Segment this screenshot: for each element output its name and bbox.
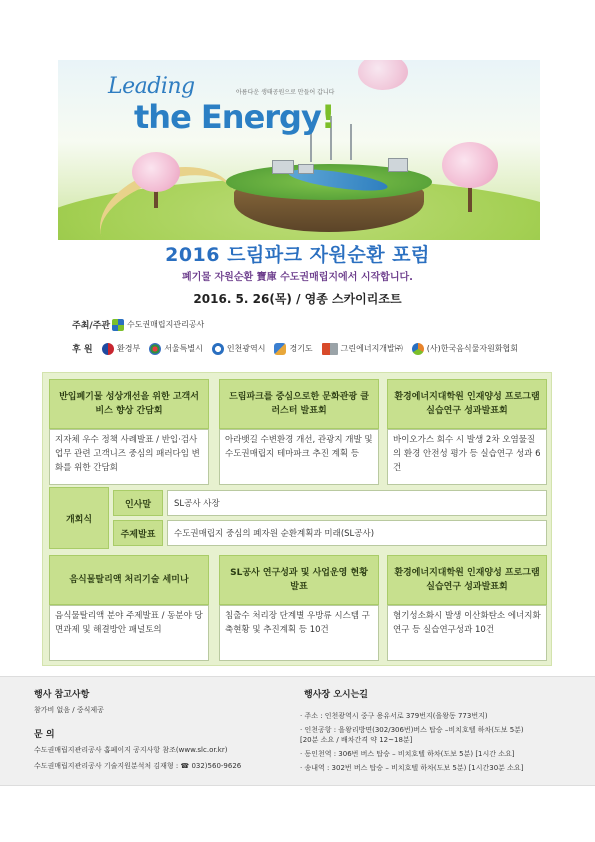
hero-banner bbox=[58, 60, 540, 240]
program-panel bbox=[42, 372, 552, 666]
opening-row-label: 주제발표 bbox=[113, 520, 163, 546]
session-body: 지자체 우수 정책 사례발표 / 반입·검사업무 관련 고객니즈 중심의 패러다임 변화를 위한 간담회 bbox=[49, 429, 209, 485]
contact-homepage: 수도권매립지관리공사 홈페이지 공지사항 참조(www.slc.or.kr) bbox=[34, 746, 228, 754]
logo-tagline: 아름다운 생태공원으로 만들어 갑니다 bbox=[236, 89, 335, 96]
food-assoc-logo-icon bbox=[412, 343, 424, 355]
gyeonggi-logo-icon bbox=[274, 343, 286, 355]
seoul-logo-icon bbox=[149, 343, 161, 355]
sponsor-green-energy: 그린에너지개발㈜ bbox=[322, 343, 403, 355]
cherry-tree-top bbox=[358, 60, 408, 90]
directions-title: 행사장 오시는길 bbox=[304, 690, 368, 700]
sponsor-gyeonggi: 경기도 bbox=[274, 343, 312, 355]
notes-text: 참가비 없음 / 중식제공 bbox=[34, 706, 104, 714]
directions-line: · 인천공항 : 을왕리방면(302/306번)버스 탑승 –비치호텔 하차(도보 5분) bbox=[300, 726, 524, 734]
session-title: 환경에너지대학원 인재양성 프로그램 실습연구 성과발표회 bbox=[387, 379, 547, 429]
session-title: SL공사 연구성과 및 사업운영 현황 발표 bbox=[219, 555, 379, 605]
plant-building bbox=[272, 160, 294, 174]
session-body: 바이오가스 회수 시 발생 2차 오염물질의 환경 안전성 평가 등 실습연구 성과 6건 bbox=[387, 429, 547, 485]
date-venue: 2016. 5. 26(목) / 영종 스카이리조트 bbox=[193, 292, 402, 306]
sponsor-moe: 환경부 bbox=[102, 343, 140, 355]
session-title: 환경에너지대학원 인재양성 프로그램 실습연구 성과발표회 bbox=[387, 555, 547, 605]
cherry-tree-right bbox=[442, 142, 498, 188]
sponsor-incheon: 인천광역시 bbox=[212, 343, 266, 355]
logo-leading: Leading bbox=[108, 74, 195, 99]
opening-row-value: SL공사 사장 bbox=[167, 490, 547, 516]
notes-title: 행사 참고사항 bbox=[34, 690, 90, 700]
session-body: 음식물탈리액 분야 주제발표 / 동분야 당면과제 및 해결방안 패널토의 bbox=[49, 605, 209, 661]
contact-phone: 수도권매립지관리공사 기술지원분석처 김재형 : ☎ 032)560-9626 bbox=[34, 762, 242, 770]
directions-line: [20분 소요 / 배차간격 약 12~18분] bbox=[300, 736, 413, 744]
opening-row-value: 수도권매립지 중심의 폐자원 순환계획과 미래(SL공사) bbox=[167, 520, 547, 546]
contact-title: 문 의 bbox=[34, 730, 55, 740]
session-title: 음식물탈리액 처리기술 세미나 bbox=[49, 555, 209, 605]
host-org: 수도권매립지관리공사 bbox=[112, 319, 204, 331]
host-row bbox=[72, 318, 213, 331]
logo-energy: the Energy! bbox=[134, 98, 335, 136]
opening-row-label: 인사말 bbox=[113, 490, 163, 516]
incheon-logo-icon bbox=[212, 343, 224, 355]
green-energy-logo-icon bbox=[322, 343, 338, 355]
forum-subtitle: 폐기물 자원순환 寶庫 수도권매립지에서 시작합니다. bbox=[182, 272, 413, 283]
directions-line: · 동인천역 : 306번 버스 탑승 – 비치호텔 하차(도보 5분) [1시간 소요] bbox=[300, 750, 515, 758]
session-title: 반입폐기물 성상개선을 위한 고객서비스 향상 간담회 bbox=[49, 379, 209, 429]
slc-logo-icon bbox=[112, 319, 124, 331]
session-body: 침출수 처리장 단계별 우방류 시스템 구축현황 및 추진계획 등 10건 bbox=[219, 605, 379, 661]
directions-line: · 주소 : 인천광역시 중구 용유서로 379번지(을왕동 773번지) bbox=[300, 712, 488, 720]
sponsor-row bbox=[72, 342, 527, 355]
footer-info bbox=[0, 676, 595, 786]
session-title: 드림파크를 중심으로한 문화관광 클러스터 발표회 bbox=[219, 379, 379, 429]
cherry-tree-left bbox=[132, 152, 180, 192]
host-label: 주최/주관 bbox=[72, 321, 111, 331]
opening-label: 개회식 bbox=[49, 487, 109, 549]
forum-title: 2016 드림파크 자원순환 포럼 bbox=[165, 244, 430, 266]
directions-line: · 송내역 : 302번 버스 탑승 – 비치호텔 하차(도보 5분) [1시간30분 소요] bbox=[300, 764, 524, 772]
sponsor-food-assoc: (사)한국음식물자원화협회 bbox=[412, 343, 518, 355]
session-body: 혐기성소화시 발생 이산화탄소 에너지화 연구 등 실습연구성과 10건 bbox=[387, 605, 547, 661]
moe-logo-icon bbox=[102, 343, 114, 355]
session-body: 아라뱃길 수변환경 개선, 관광지 개발 및 수도권매립지 테마파크 추진 계획 등 bbox=[219, 429, 379, 485]
sponsor-seoul: 서울특별시 bbox=[149, 343, 203, 355]
sponsor-label: 후 원 bbox=[72, 345, 93, 355]
